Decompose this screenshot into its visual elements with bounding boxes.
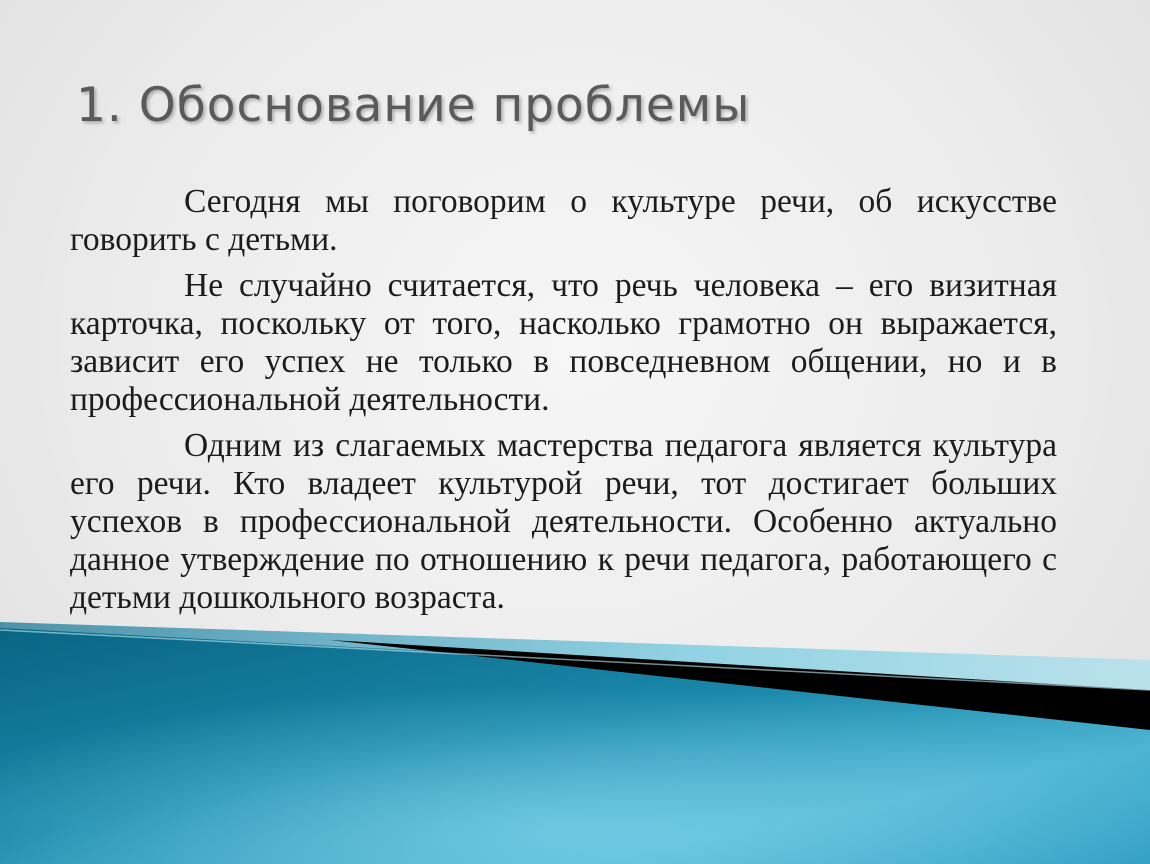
- paragraph-1: Сегодня мы поговорим о культуре речи, об искусстве говорить с детьми.: [70, 183, 1057, 258]
- paragraph-3: Одним из слагаемых мастерства педагога является культура его речи. Кто владеет культурой речи, тот достигает больших успехов в профессиональной деятельности. Особенно актуально данное утверждение по отношению к речи педагога, работающего с детьми дошкольного возраста.: [70, 427, 1057, 616]
- slide-body-text: [70, 183, 1057, 625]
- paragraph-2: Не случайно считается, что речь человека – его визитная карточка, поскольку от того, насколько грамотно он выражается, зависит его успех не только в повседневном общении, но и в профессиональной деятельности.: [70, 267, 1057, 418]
- slide-title: 1. Обоснование проблемы: [76, 78, 751, 133]
